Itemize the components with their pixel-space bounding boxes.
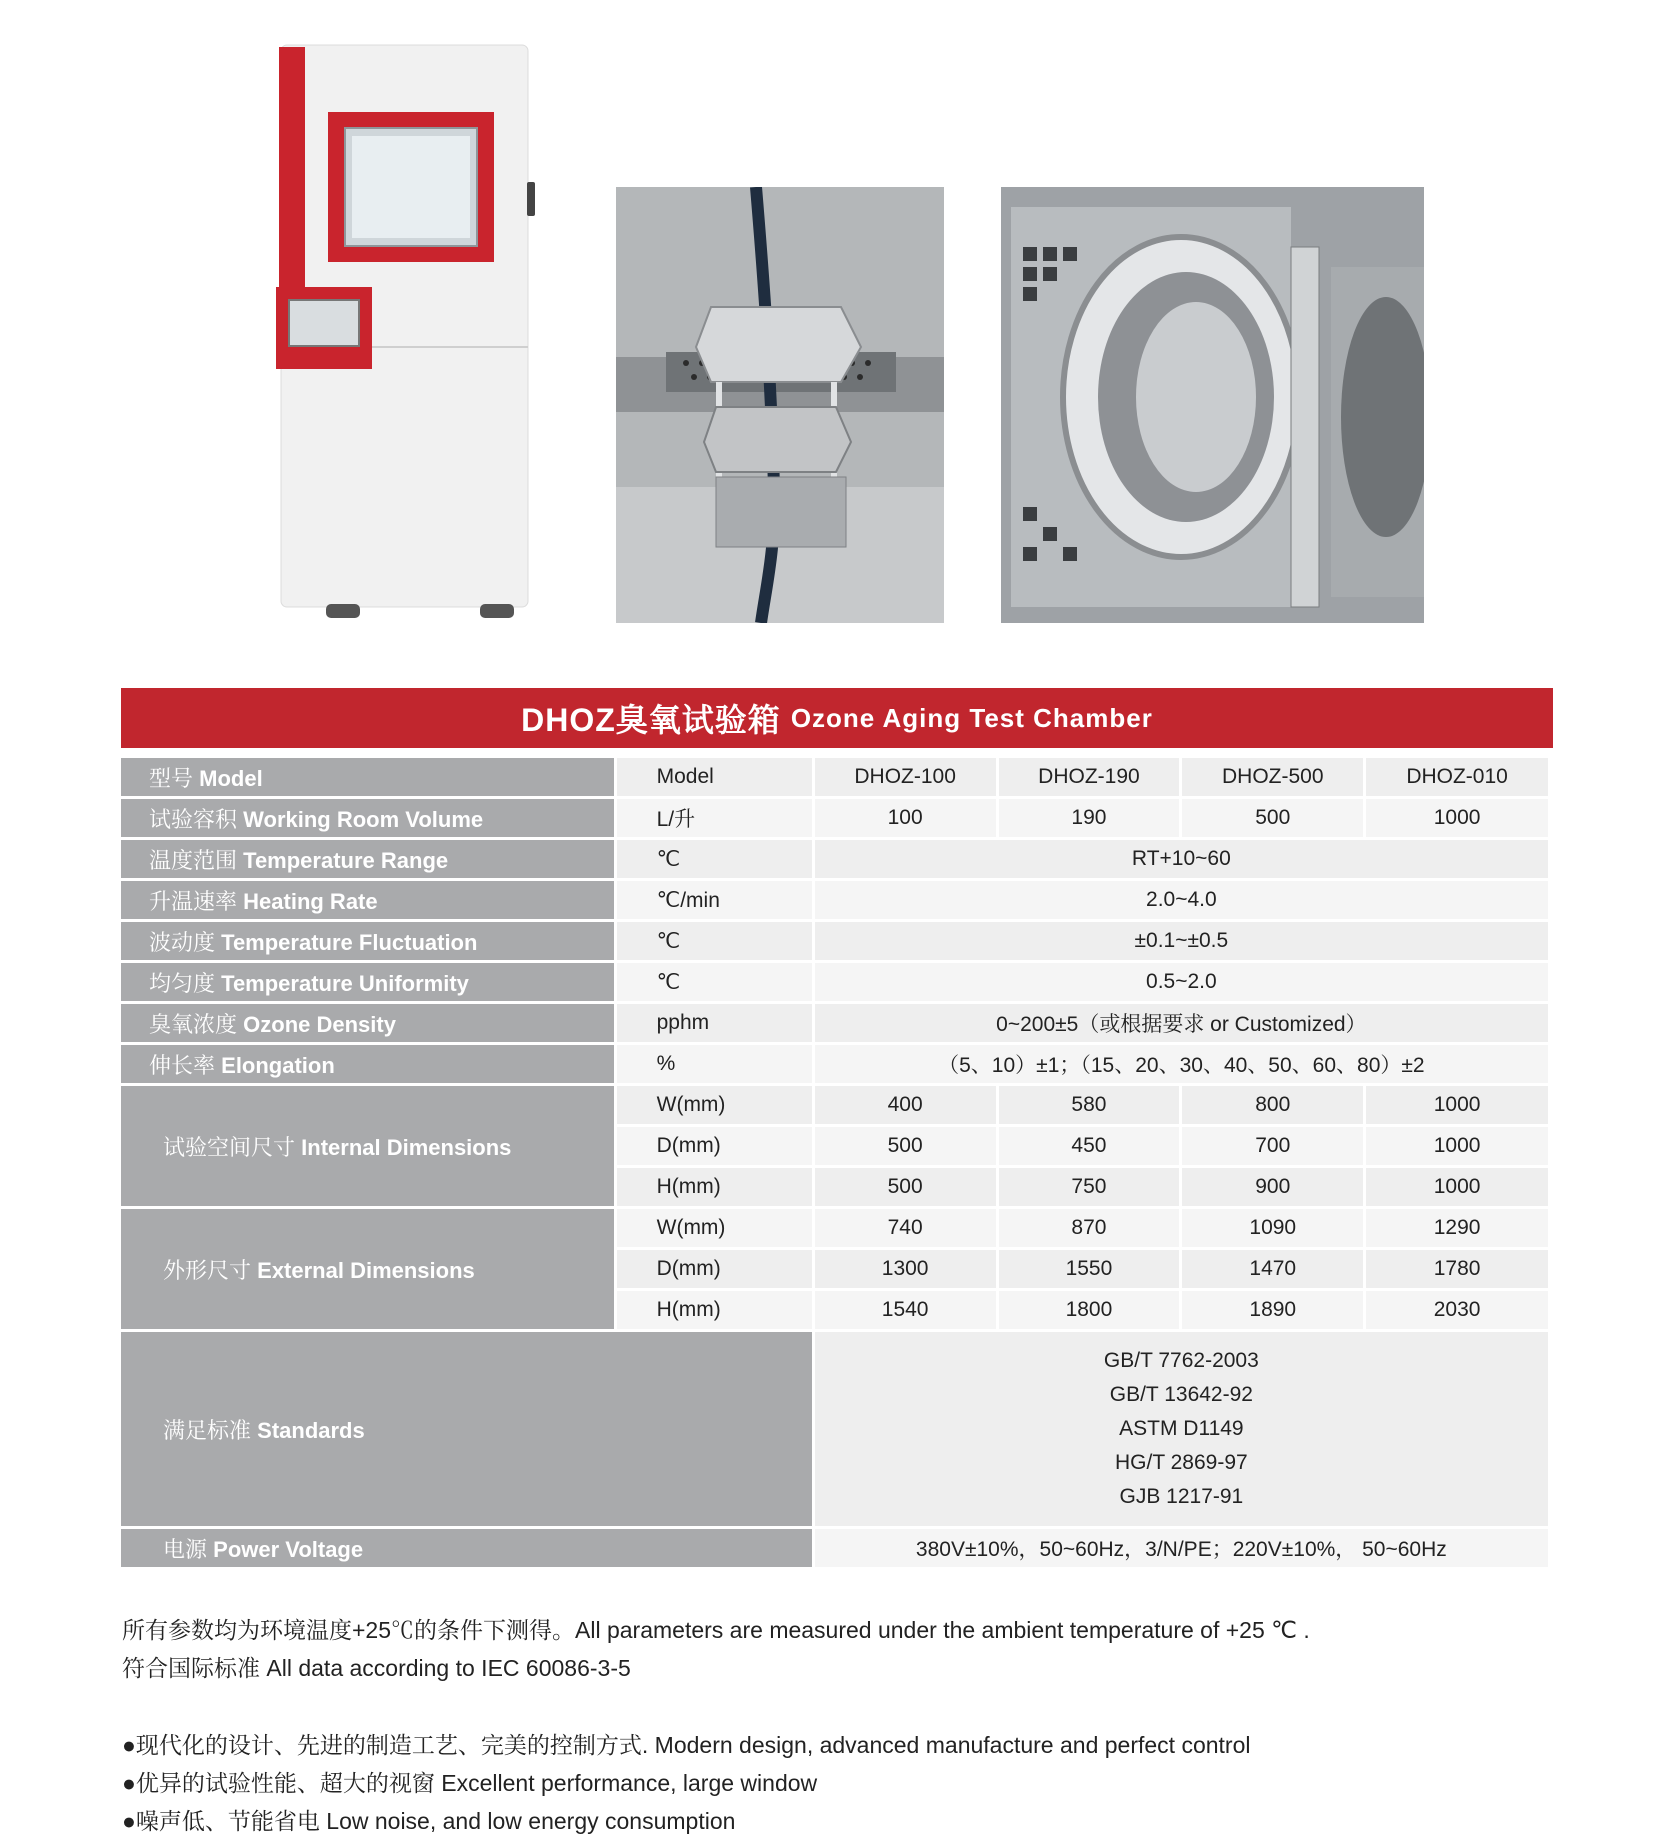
title-bar [121,688,1553,748]
standards-list [815,1332,1548,1526]
value-cell: 1090 [1182,1209,1363,1247]
value-cell: 580 [999,1086,1180,1124]
unit-cell: W(mm) [617,1086,812,1124]
value-cell: 1890 [1182,1291,1363,1329]
unit-cell: D(mm) [617,1127,812,1165]
label-temperature-range: 温度范围 Temperature Range [121,840,614,878]
label-model: 型号 Model [121,758,614,796]
value-cell: 2030 [1366,1291,1548,1329]
label-elongation: 伸长率 Elongation [121,1045,614,1083]
unit-cell: Model [617,758,812,796]
value-cell: 1780 [1366,1250,1548,1288]
value-cell: 100 [815,799,996,837]
unit-cell: ℃ [617,963,812,1001]
row-volume [121,799,1548,837]
value-cell: 1000 [1366,1168,1548,1206]
model-cell: DHOZ-500 [1182,758,1363,796]
unit-cell: W(mm) [617,1209,812,1247]
value-cell: 700 [1182,1127,1363,1165]
standard-item: GB/T 13642-92 [1109,1383,1253,1406]
value-cell: 2.0~4.0 [815,881,1548,919]
feature-item: ●现代化的设计、先进的制造工艺、完美的控制方式. Modern design, advanced manufacture and perfect control [122,1732,1251,1758]
row-internal-w [121,1086,1548,1124]
model-cell: DHOZ-100 [815,758,996,796]
chamber-photo [262,42,540,620]
value-cell: 500 [815,1168,996,1206]
label-standards: 满足标准 Standards [121,1332,812,1526]
model-cell: DHOZ-190 [999,758,1180,796]
label-external-dimensions: 外形尺寸 External Dimensions [121,1209,614,1329]
row-external-w [121,1209,1548,1247]
row-standards [121,1332,1548,1526]
model-cell: DHOZ-010 [1366,758,1548,796]
label-internal-dimensions: 试验空间尺寸 Internal Dimensions [121,1086,614,1206]
value-cell: 1800 [999,1291,1180,1329]
label-ozone-density: 臭氧浓度 Ozone Density [121,1004,614,1042]
ozone-clamp-photo [616,187,944,623]
value-cell: 500 [1182,799,1363,837]
value-cell: 500 [815,1127,996,1165]
value-cell: RT+10~60 [815,840,1548,878]
standard-item: ASTM D1149 [1119,1417,1244,1440]
value-cell: （5、10）±1；（15、20、30、40、50、60、80）±2 [815,1045,1548,1083]
standard-note: 符合国际标准 All data according to IEC 60086-3-5 [122,1655,631,1681]
standard-item: HG/T 2869-97 [1115,1451,1248,1474]
measurement-note: 所有参数均为环境温度+25℃的条件下测得。All parameters are measured under the ambient temperature of +25 ℃ . [122,1617,1310,1643]
label-fluctuation: 波动度 Temperature Fluctuation [121,922,614,960]
value-cell: ±0.1~±0.5 [815,922,1548,960]
chamber-interior-photo [1001,187,1424,623]
label-uniformity: 均匀度 Temperature Uniformity [121,963,614,1001]
value-cell: 450 [999,1127,1180,1165]
title-english: Ozone Aging Test Chamber [790,702,1153,733]
standard-item: GB/T 7762-2003 [1103,1349,1259,1372]
row-fluctuation [121,922,1548,960]
unit-cell: ℃ [617,840,812,878]
row-power [121,1529,1548,1567]
label-power: 电源 Power Voltage [121,1529,812,1567]
row-elongation [121,1045,1548,1083]
unit-cell: H(mm) [617,1291,812,1329]
row-uniformity [121,963,1548,1001]
feature-item: ●优异的试验性能、超大的视窗 Excellent performance, large window [122,1770,818,1796]
value-cell: 1300 [815,1250,996,1288]
value-cell: 1550 [999,1250,1180,1288]
value-cell: 0~200±5（或根据要求 or Customized） [815,1004,1548,1042]
value-cell: 900 [1182,1168,1363,1206]
feature-item: ●噪声低、节能省电 Low noise, and low energy consumption [122,1808,736,1834]
unit-cell: H(mm) [617,1168,812,1206]
row-model [121,758,1548,796]
value-cell: 1000 [1366,1127,1548,1165]
unit-cell: D(mm) [617,1250,812,1288]
standard-item: GJB 1217-91 [1119,1485,1244,1508]
spec-table [118,755,1551,1570]
value-cell: 190 [999,799,1180,837]
value-cell: 0.5~2.0 [815,963,1548,1001]
value-cell: 1540 [815,1291,996,1329]
row-ozone-density [121,1004,1548,1042]
title-model: DHOZ臭氧试验箱 [521,702,781,738]
value-cell: 740 [815,1209,996,1247]
value-cell: 380V±10%，50~60Hz，3/N/PE；220V±10%， 50~60Hz [815,1529,1548,1567]
unit-cell: % [617,1045,812,1083]
value-cell: 1290 [1366,1209,1548,1247]
label-volume: 试验容积 Working Room Volume [121,799,614,837]
value-cell: 1000 [1366,799,1548,837]
value-cell: 750 [999,1168,1180,1206]
row-heating-rate [121,881,1548,919]
value-cell: 400 [815,1086,996,1124]
value-cell: 1470 [1182,1250,1363,1288]
unit-cell: L/升 [617,799,812,837]
unit-cell: ℃ [617,922,812,960]
value-cell: 800 [1182,1086,1363,1124]
value-cell: 1000 [1366,1086,1548,1124]
row-temperature-range [121,840,1548,878]
label-heating-rate: 升温速率 Heating Rate [121,881,614,919]
unit-cell: pphm [617,1004,812,1042]
unit-cell: ℃/min [617,881,812,919]
value-cell: 870 [999,1209,1180,1247]
